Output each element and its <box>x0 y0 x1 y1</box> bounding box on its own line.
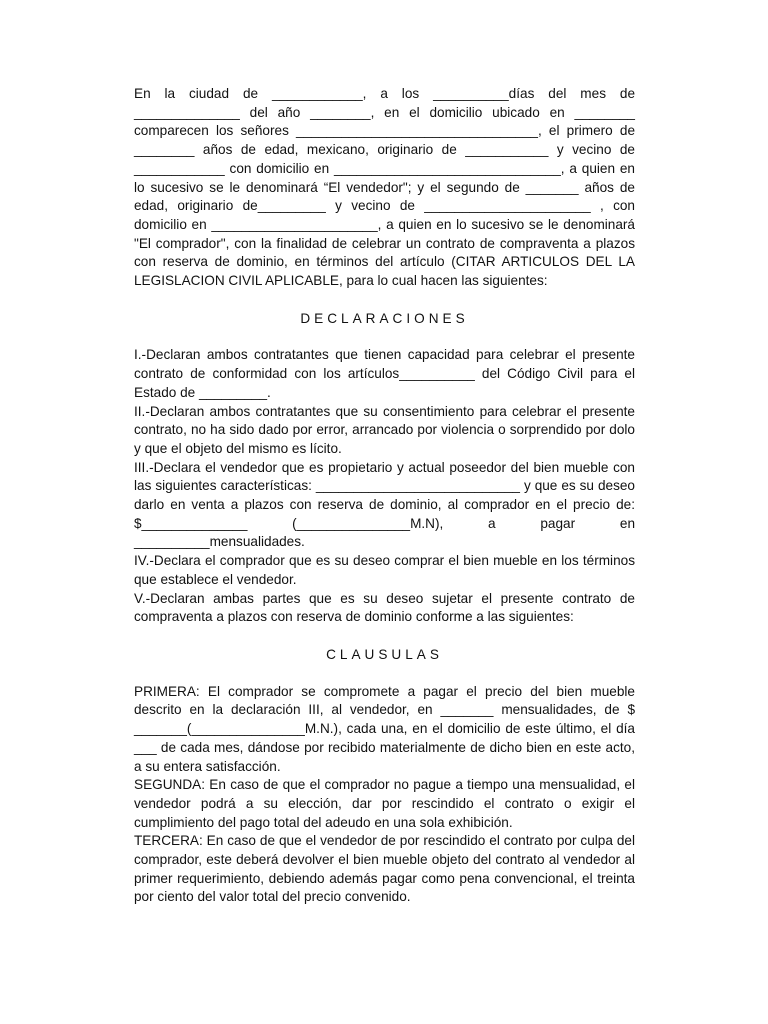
declaration-item: IV.-Declara el comprador que es su deseo comprar el bien mueble en los términos que establece el vendedor. <box>134 553 635 587</box>
declaration-item: II.-Declaran ambos contratantes que su consentimiento para celebrar el presente contrato, no ha sido dado por error, arrancado por violencia o sorprendido por dolo y que el objeto del mismo es lícito. <box>134 403 635 456</box>
document-page <box>134 85 635 907</box>
spacer <box>134 291 635 310</box>
clause-item: SEGUNDA: En caso de que el comprador no pague a tiempo una mensualidad, el vendedor podrá a su elección, dar por rescindido el contrato o exigir el cumplimiento del pago total del adeudo en una sola exhibición. <box>134 777 635 830</box>
spacer <box>134 665 635 683</box>
declaration-item: V.-Declaran ambas partes que es su deseo sujetar el presente contrato de compraventa a plazos con reserva de dominio conforme a las siguientes: <box>134 590 635 625</box>
declaration-item: III.-Declara el vendedor que es propietario y actual poseedor del bien mueble con las siguientes características: ___________________________ y que es su deseo darlo en venta a plazos con reserva de dominio, al comprador en el precio de: $______________ (_______________M.N), a pagar en __________mensualidades. <box>134 459 635 550</box>
declarations-heading: DECLARACIONES <box>300 310 469 326</box>
clause-item: PRIMERA: El comprador se compromete a pagar el precio del bien mueble descrito en la declaración III, al vendedor, en _______ mensualidades, de $ _______(_______________M.N.), cada una, en el domicilio de este último, el día ___ de cada mes, dándose por recibido materialmente de dicho bien en este acto, a su entera satisfacción. <box>134 683 635 774</box>
spacer <box>134 627 635 646</box>
spacer <box>134 328 635 346</box>
clause-item: TERCERA: En caso de que el vendedor de por rescindido el contrato por culpa del comprador, este deberá devolver el bien mueble objeto del contrato al vendedor al primer requerimiento, debiendo además pagar como pena convencional, el treinta por ciento del valor total del precio convenido. <box>134 833 635 905</box>
intro-paragraph: En la ciudad de ____________, a los __________días del mes de ______________ del año ________, en el domicilio ubicado en ________ comparecen los señores ________________________________, el primero de ________ años de edad, mexicano, originario de ___________ y vecino de ____________ con domicilio en ______________________________, a quien en lo sucesivo se le denominará “El vendedor"; y el segundo de _______ años de edad, originario de_________ y vecino de ______________________ , con domicilio en ______________________, a quien en lo sucesivo se le denominará "El comprador", con la finalidad de celebrar un contrato de compraventa a plazos con reserva de dominio, en términos del artículo (CITAR ARTICULOS DEL LA LEGISLACION CIVIL APLICABLE, para lo cual hacen las siguientes: <box>134 86 635 289</box>
declaration-item: I.-Declaran ambos contratantes que tienen capacidad para celebrar el presente contrato de conformidad con los artículos__________ del Código Civil para el Estado de _________. <box>134 347 635 400</box>
clauses-heading: CLAUSULAS <box>326 646 443 662</box>
